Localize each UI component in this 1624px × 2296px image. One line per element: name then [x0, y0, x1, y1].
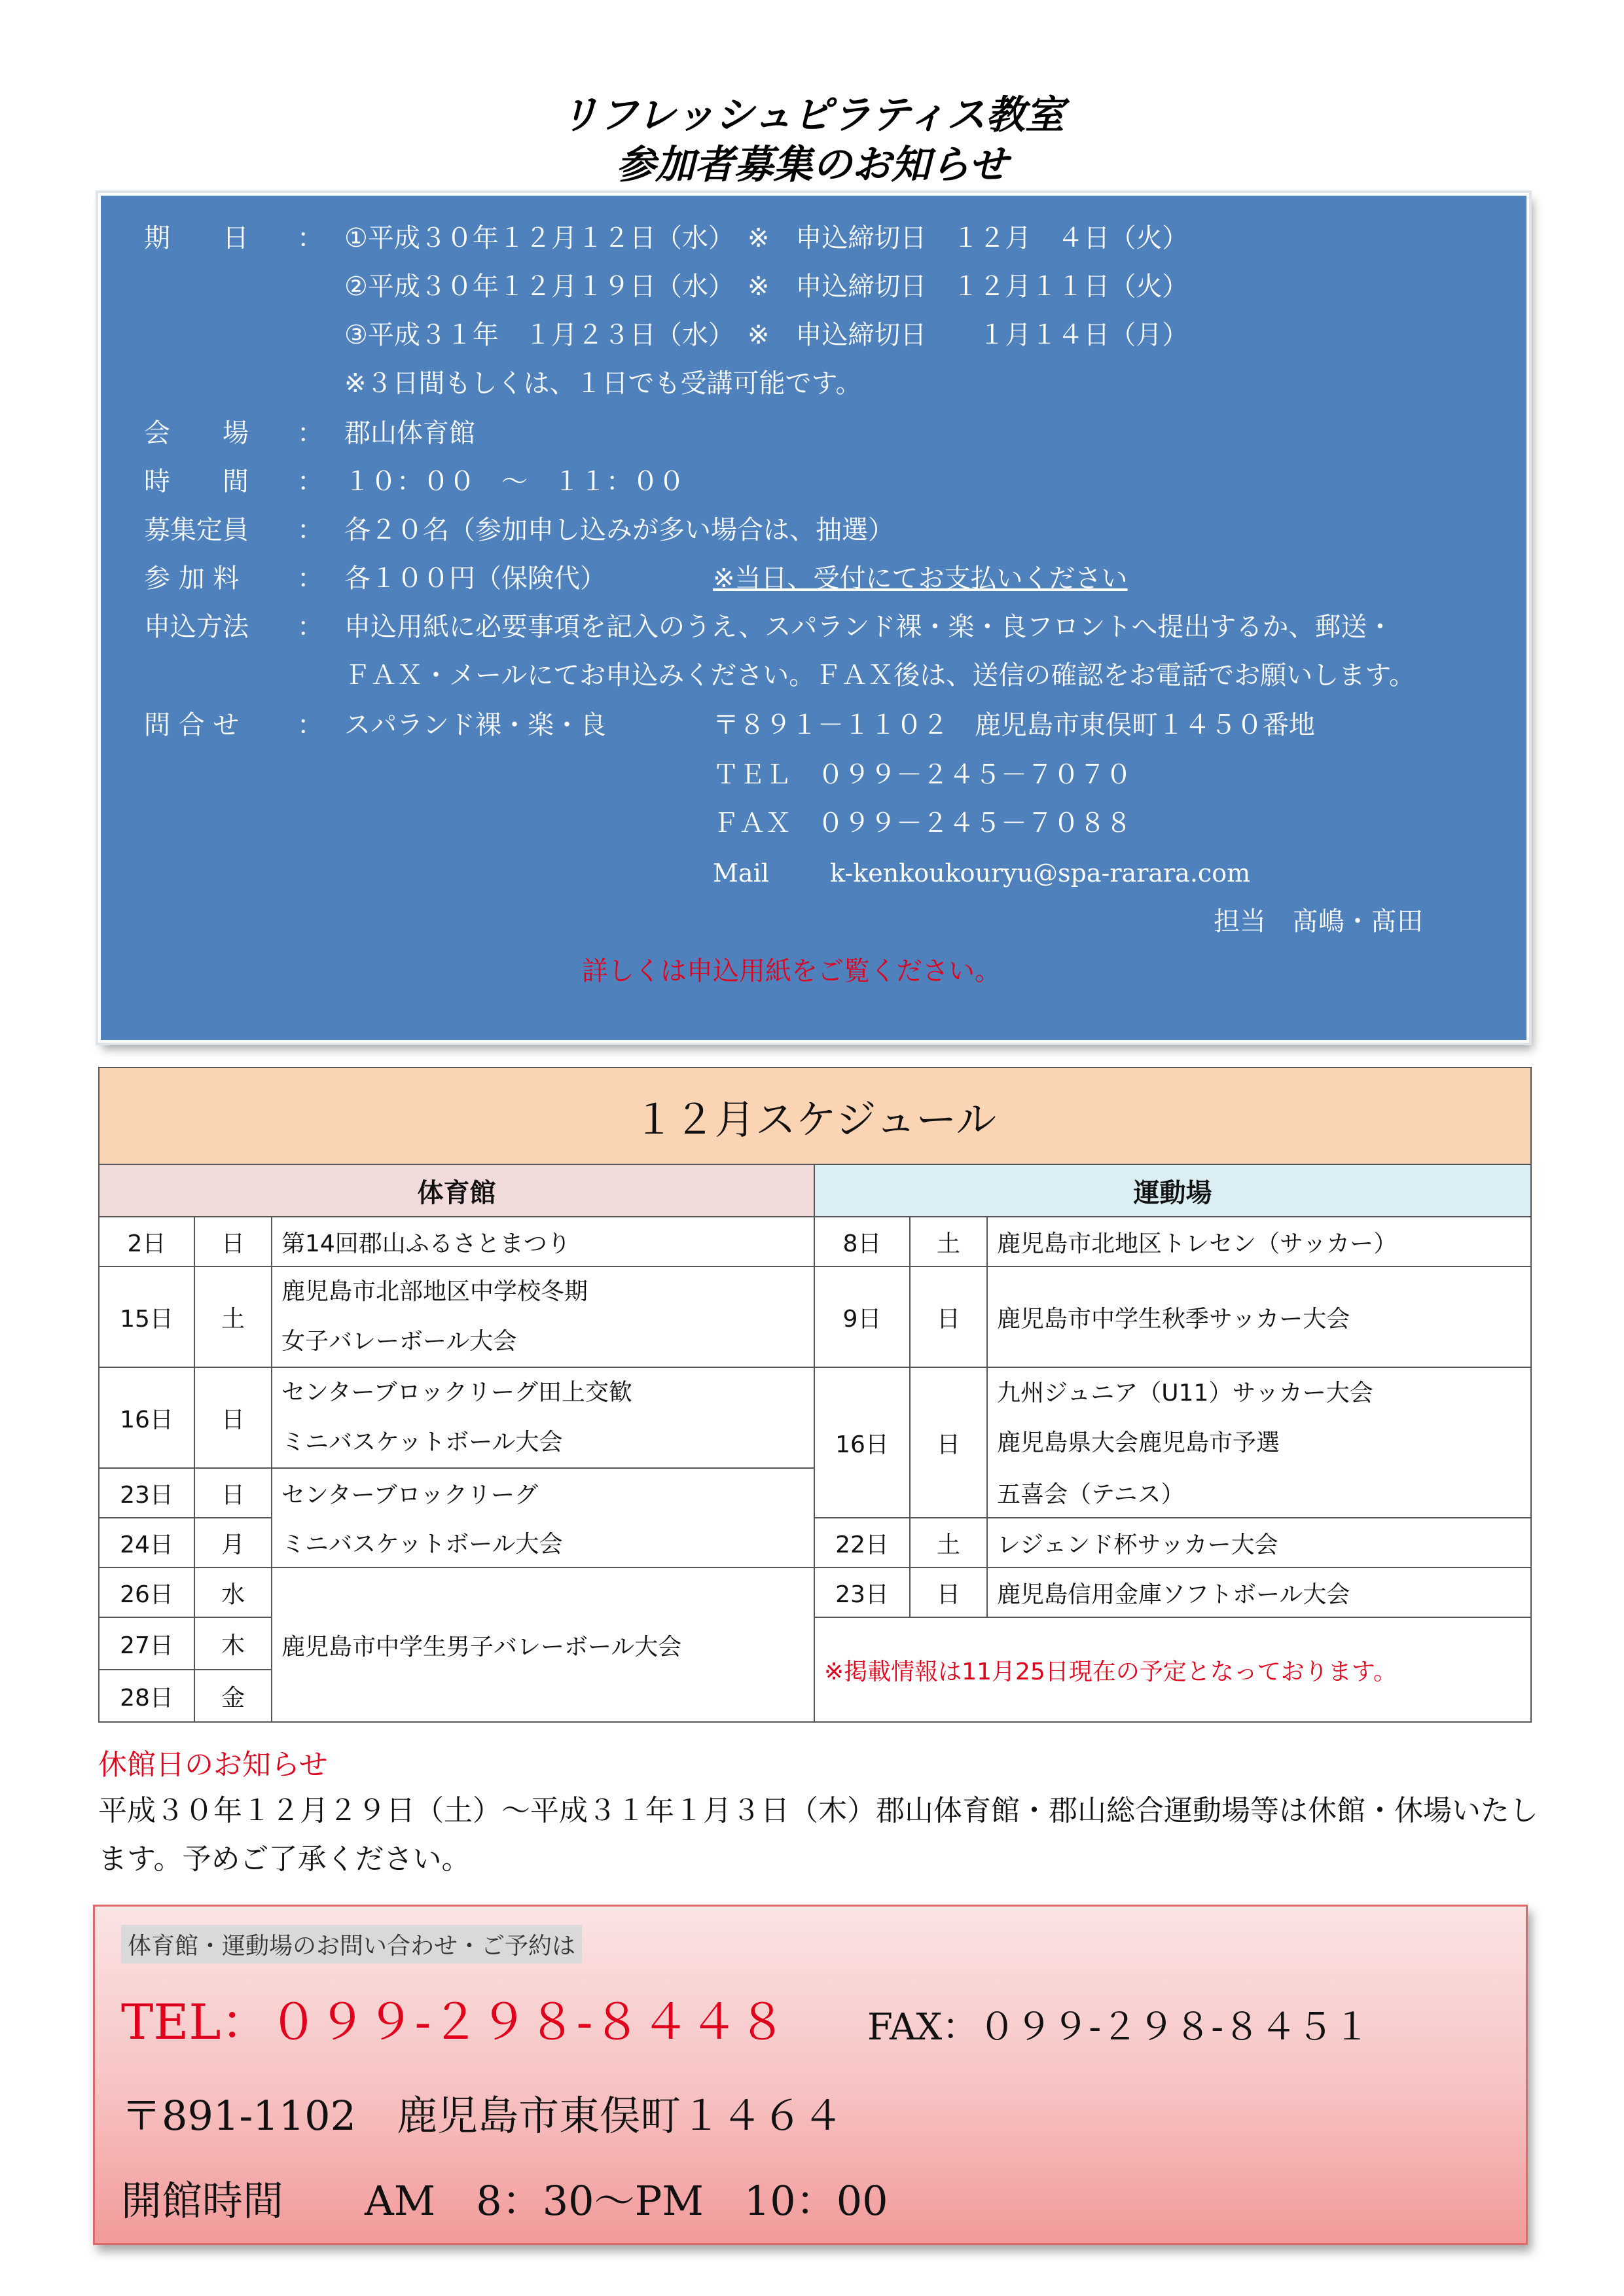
- gym-event: 第14回郡山ふるさとまつり: [272, 1217, 814, 1266]
- time-label: 時 間: [144, 467, 249, 497]
- fee-label: 参 加 料: [144, 564, 240, 594]
- gym-event-line: ミニバスケットボール大会: [281, 1429, 563, 1456]
- gym-event: センターブロックリーグ: [272, 1468, 814, 1518]
- schedule-title: １２月スケジュール: [99, 1067, 1531, 1164]
- colon: ：: [297, 612, 323, 642]
- field-event: 五喜会（テニス）: [987, 1468, 1531, 1518]
- field-day: 23日: [814, 1568, 910, 1617]
- gym-event-line: センターブロックリーグ田上交歓: [281, 1379, 633, 1406]
- colon: ：: [297, 467, 323, 497]
- field-day: 9日: [814, 1266, 910, 1367]
- gym-day: 23日: [99, 1468, 194, 1518]
- field-dow: 土: [910, 1217, 987, 1266]
- schedule-table: [98, 1067, 1532, 1723]
- fee-value: 各１００円（保険代）: [344, 564, 606, 594]
- field-day: 22日: [814, 1518, 910, 1568]
- gym-dow: 月: [194, 1518, 272, 1568]
- contact-tel[interactable]: TEL：０９９-２９８-８４４８: [121, 1994, 787, 2051]
- date-1: ①平成３０年１２月１２日（水） ※ 申込締切日 １２月 ４日（火）: [344, 223, 1189, 253]
- gym-event: [272, 1266, 814, 1367]
- gym-event: ミニバスケットボール大会: [272, 1518, 814, 1568]
- field-event: [987, 1367, 1531, 1468]
- contact-fax: ＦＡＸ ０９９－２４５－７０８８: [713, 808, 1132, 838]
- contact-mail-label: Mail: [713, 859, 769, 888]
- colon: ：: [297, 515, 323, 545]
- contact-tel: ＴＥＬ ０９９－２４５－７０７０: [713, 760, 1132, 790]
- field-header: 運動場: [814, 1164, 1531, 1217]
- gym-event: [272, 1367, 814, 1468]
- opening-hours: 開館時間 AM 8：30～PM 10：00: [121, 2177, 888, 2225]
- date-label: 期 日: [144, 223, 249, 253]
- schedule-note: ※掲載情報は11月25日現在の予定となっております。: [814, 1617, 1531, 1722]
- gym-day: 28日: [99, 1670, 194, 1722]
- gym-event: 鹿児島市中学生男子バレーボール大会: [272, 1568, 814, 1722]
- field-dow: 日: [910, 1367, 987, 1518]
- field-event-line: 鹿児島県大会鹿児島市予選: [997, 1429, 1280, 1456]
- info-box: [98, 193, 1529, 1043]
- gym-dow: 土: [194, 1266, 272, 1367]
- apply-line-2: ＦＡＸ・メールにてお申込みください。ＦＡＸ後は、送信の確認をお電話でお願いします。: [344, 660, 1415, 691]
- apply-line-1: 申込用紙に必要事項を記入のうえ、スパランド裸・楽・良フロントへ提出するか、郵送・: [344, 612, 1394, 642]
- contact-fax: FAX：０９９-２９８-８４５１: [867, 2006, 1371, 2049]
- gym-dow: 水: [194, 1568, 272, 1617]
- gym-event-line: 鹿児島市北部地区中学校冬期: [281, 1278, 588, 1305]
- gym-dow: 金: [194, 1670, 272, 1722]
- colon: ：: [297, 223, 323, 253]
- colon: ：: [297, 564, 323, 594]
- date-note: ※３日間もしくは、１日でも受講可能です。: [344, 368, 862, 399]
- apply-label: 申込方法: [144, 612, 249, 642]
- gym-day: 27日: [99, 1617, 194, 1670]
- closure-body: 平成３０年１２月２９日（土）～平成３１年１月３日（木）郡山体育館・郡山総合運動場等は休館・休場いたします。予めご了承ください。: [98, 1794, 1538, 1876]
- time-value: １０：００ ～ １１：００: [344, 467, 685, 497]
- details-note: 詳しくは申込用紙をご覧ください。: [582, 956, 1001, 986]
- title-line-1: リフレッシュピラティス教室: [560, 92, 1064, 138]
- gym-day: 26日: [99, 1568, 194, 1617]
- field-day: 16日: [814, 1367, 910, 1518]
- date-3: ③平成３１年 １月２３日（水） ※ 申込締切日 １月１４日（月）: [344, 320, 1189, 350]
- capacity-value: 各２０名（参加申し込みが多い場合は、抽選）: [344, 515, 894, 545]
- gym-dow: 木: [194, 1617, 272, 1670]
- colon: ：: [297, 418, 323, 448]
- field-dow: 土: [910, 1518, 987, 1568]
- gym-day: 15日: [99, 1266, 194, 1367]
- field-event: 鹿児島市北地区トレセン（サッカー）: [987, 1217, 1531, 1266]
- closure-title: 休館日のお知らせ: [98, 1748, 328, 1782]
- contact-box: [93, 1905, 1528, 2245]
- field-event-line: 九州ジュニア（U11）サッカー大会: [997, 1379, 1373, 1407]
- colon: ：: [297, 710, 323, 740]
- field-day: 8日: [814, 1217, 910, 1266]
- field-dow: 日: [910, 1266, 987, 1367]
- field-event: レジェンド杯サッカー大会: [987, 1518, 1531, 1568]
- capacity-label: 募集定員: [144, 515, 249, 545]
- field-event: 鹿児島信用金庫ソフトボール大会: [987, 1568, 1531, 1617]
- contact-address: 〒８９１－１１０２ 鹿児島市東俣町１４５０番地: [713, 710, 1315, 740]
- contact-name: スパランド裸・楽・良: [344, 710, 606, 740]
- contact-label: 問 合 せ: [144, 710, 240, 740]
- gym-day: 16日: [99, 1367, 194, 1468]
- field-event: 鹿児島市中学生秋季サッカー大会: [987, 1266, 1531, 1367]
- gym-day: 2日: [99, 1217, 194, 1266]
- contact-staff: 担当 髙嶋・髙田: [1214, 906, 1423, 937]
- fee-note: ※当日、受付にてお支払いください: [713, 564, 1128, 594]
- gym-day: 24日: [99, 1518, 194, 1568]
- venue-value: 郡山体育館: [344, 418, 475, 448]
- gym-dow: 日: [194, 1367, 272, 1468]
- contact-mail[interactable]: k-kenkoukouryu@spa-rarara.com: [830, 859, 1251, 888]
- contact-address: 〒891-1102 鹿児島市東俣町１４６４: [121, 2092, 844, 2140]
- field-dow: 日: [910, 1568, 987, 1617]
- gym-dow: 日: [194, 1217, 272, 1266]
- venue-label: 会 場: [144, 418, 249, 448]
- date-2: ②平成３０年１２月１９日（水） ※ 申込締切日 １２月１１日（火）: [344, 272, 1189, 302]
- contact-header: 体育館・運動場のお問い合わせ・ご予約は: [121, 1925, 582, 1964]
- title-line-2: 参加者募集のお知らせ: [616, 142, 1008, 188]
- gym-dow: 日: [194, 1468, 272, 1518]
- gym-event-line: 女子バレーボール大会: [281, 1328, 517, 1355]
- gym-header: 体育館: [99, 1164, 814, 1217]
